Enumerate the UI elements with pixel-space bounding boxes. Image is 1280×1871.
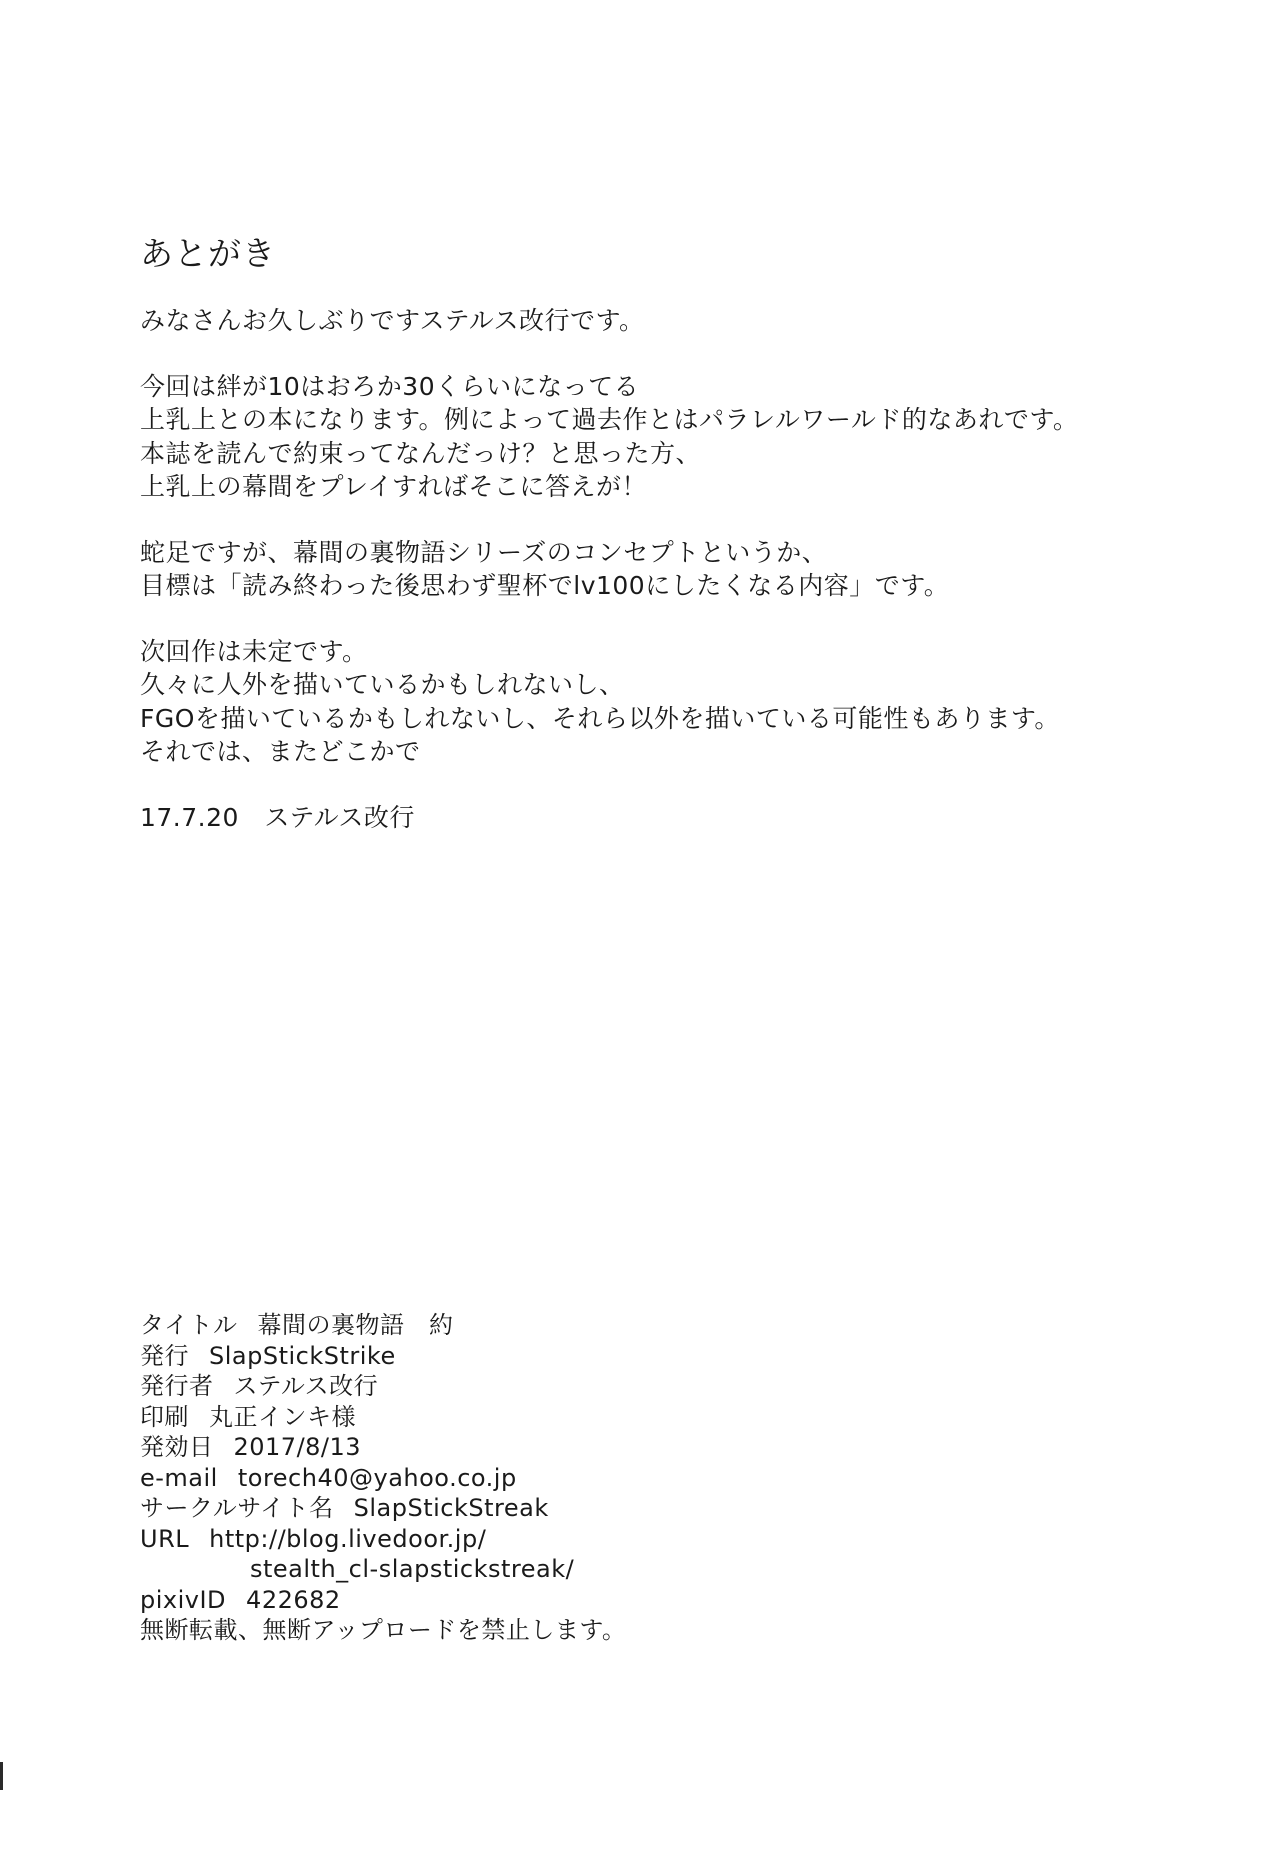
- colophon-email-row: [140, 1463, 1040, 1494]
- afterword-line: 目標は「読み終わった後思わず聖杯でlv100にしたくなる内容」です。: [140, 571, 950, 600]
- colophon-circle-site-row: [140, 1493, 1040, 1524]
- afterword-signature: 17.7.20 ステルス改行: [140, 802, 415, 832]
- scan-edge-mark: [0, 1762, 3, 1790]
- colophon-url-row: [140, 1524, 1040, 1555]
- colophon-label: サークルサイト名: [140, 1494, 334, 1522]
- colophon-label: e-mail: [140, 1463, 218, 1492]
- afterword-line: 久々に人外を描いているかもしれないし、: [140, 670, 625, 699]
- afterword-line: 上乳上の幕間をプレイすればそこに答えが！: [140, 472, 648, 501]
- colophon-label: 発効日: [140, 1433, 214, 1461]
- afterword-paragraph-concept: [140, 536, 1140, 603]
- colophon-label: URL: [140, 1524, 190, 1553]
- afterword-paragraph-signature: [140, 801, 1140, 835]
- colophon-label: 発行者: [140, 1372, 214, 1400]
- afterword-line: 上乳上との本になります。例によって過去作とはパラレルワールド的なあれです。: [140, 405, 1079, 434]
- afterword-section: [140, 232, 1140, 866]
- afterword-line: FGOを描いているかもしれないし、それら以外を描いている可能性もあります。: [140, 703, 1060, 733]
- colophon-value: 幕間の裏物語 約: [257, 1311, 454, 1339]
- colophon-date-row: [140, 1432, 1040, 1463]
- colophon-pixiv-row: [140, 1585, 1040, 1616]
- afterword-paragraph-greeting: [140, 304, 1140, 338]
- colophon-value: SlapStickStrike: [209, 1341, 396, 1370]
- colophon-value: ステルス改行: [233, 1372, 379, 1400]
- colophon-email-value: torech40@yahoo.co.jp: [237, 1463, 517, 1492]
- colophon-notice: 無断転載、無断アップロードを禁止します。: [140, 1616, 627, 1644]
- afterword-title: あとがき: [140, 234, 276, 273]
- colophon-value: 丸正インキ様: [209, 1402, 356, 1431]
- colophon-title-row: [140, 1310, 1040, 1341]
- colophon-value: SlapStickStreak: [353, 1494, 549, 1522]
- colophon-label: pixivID: [140, 1585, 227, 1614]
- colophon-label: 印刷: [140, 1402, 189, 1431]
- afterword-line: みなさんお久しぶりですステルス改行です。: [140, 306, 645, 335]
- colophon-printer-row: [140, 1402, 1040, 1433]
- colophon-publisher-row: [140, 1341, 1040, 1372]
- colophon-value: 422682: [246, 1585, 341, 1614]
- colophon-value: 2017/8/13: [233, 1433, 362, 1461]
- afterword-paragraph-story: [140, 370, 1140, 504]
- colophon-section: [140, 1310, 1040, 1646]
- colophon-url-value-continued: stealth_cl-slapstickstreak/: [250, 1555, 575, 1583]
- afterword-line: 本誌を読んで約束ってなんだっけ？と思った方、: [140, 438, 702, 468]
- colophon-label: タイトル: [140, 1311, 238, 1339]
- colophon-label: 発行: [140, 1341, 189, 1370]
- afterword-line: 蛇足ですが、幕間の裏物語シリーズのコンセプトというか、: [140, 537, 828, 567]
- afterword-paragraph-next: [140, 635, 1140, 769]
- afterword-line: 次回作は未定です。: [140, 636, 368, 666]
- afterword-line: それでは、またどこかで: [140, 737, 421, 766]
- colophon-url-value: http://blog.livedoor.jp/: [209, 1524, 487, 1553]
- colophon-url-continuation-row: [140, 1554, 1040, 1585]
- colophon-issuer-row: [140, 1371, 1040, 1402]
- afterword-line: 今回は絆が10はおろか30くらいになってる: [140, 371, 640, 401]
